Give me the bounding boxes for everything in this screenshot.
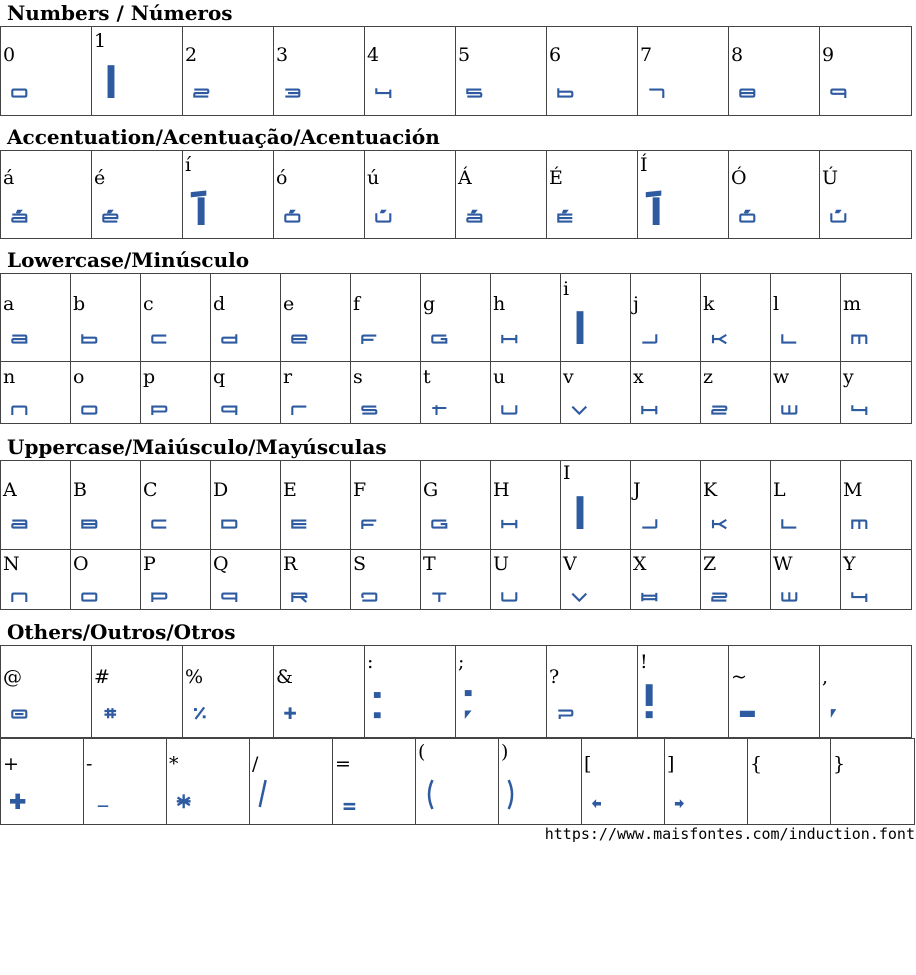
glyph-label: }	[833, 753, 846, 775]
glyph-sample	[339, 799, 365, 810]
glyph-sample	[427, 330, 453, 344]
glyph-label: o	[73, 366, 85, 388]
glyph-sample	[217, 330, 243, 344]
glyph-label: 4	[367, 44, 380, 66]
glyph-label: v	[563, 366, 574, 388]
glyph-cell	[771, 461, 841, 550]
glyph-label: B	[73, 479, 87, 501]
glyph-sample	[280, 209, 306, 223]
glyph-label: e	[283, 293, 295, 315]
glyph-cell	[211, 274, 281, 362]
glyph-sample	[371, 687, 397, 719]
glyph-cell	[456, 27, 547, 116]
glyph-cell	[729, 151, 820, 239]
glyph-label: G	[423, 479, 439, 501]
glyph-sample	[173, 789, 199, 809]
glyph-cell	[561, 550, 631, 610]
glyph-cell	[141, 550, 211, 610]
glyph-sample	[777, 401, 803, 415]
glyph-sample	[77, 588, 103, 602]
glyph-label: j	[633, 293, 639, 315]
lowercase-grid	[0, 273, 912, 424]
glyph-cell	[183, 27, 274, 116]
glyph-label: U	[493, 553, 510, 575]
glyph-sample	[427, 588, 453, 602]
glyph-label: &	[276, 666, 293, 688]
glyph-label: m	[843, 293, 862, 315]
glyph-label: w	[773, 366, 790, 388]
glyph-sample	[462, 209, 488, 223]
glyph-sample	[707, 401, 733, 415]
glyph-cell	[365, 151, 456, 239]
glyph-label: É	[549, 167, 563, 189]
glyph-cell	[281, 274, 351, 362]
glyph-cell	[841, 274, 912, 362]
glyph-cell	[333, 739, 416, 825]
glyph-sample	[777, 330, 803, 344]
glyph-label: 0	[3, 44, 16, 66]
glyph-cell	[92, 27, 183, 116]
glyph-label: a	[3, 293, 15, 315]
glyph-label: í	[185, 154, 192, 176]
glyph-label: C	[143, 479, 158, 501]
glyph-label: D	[213, 479, 229, 501]
glyph-cell	[141, 362, 211, 424]
glyph-label: 6	[549, 44, 562, 66]
glyph-label: Á	[458, 167, 472, 189]
glyph-cell	[351, 274, 421, 362]
glyph-cell	[561, 274, 631, 362]
glyph-cell	[211, 362, 281, 424]
uppercase-grid	[0, 460, 912, 610]
glyph-label: )	[501, 741, 509, 763]
glyph-cell	[729, 27, 820, 116]
glyph-sample	[637, 401, 663, 415]
glyph-sample	[707, 330, 733, 344]
glyph-sample	[735, 209, 761, 223]
glyph-sample	[189, 187, 215, 225]
glyph-label: *	[169, 753, 179, 775]
glyph-row	[1, 27, 912, 116]
glyph-label: T	[423, 553, 436, 575]
glyph-cell	[491, 550, 561, 610]
glyph-label: Ú	[822, 167, 839, 189]
glyph-label: 2	[185, 44, 198, 66]
section-title-uppercase: Uppercase/Maiúsculo/Mayúsculas	[7, 435, 387, 459]
glyph-cell	[701, 550, 771, 610]
glyph-cell	[841, 461, 912, 550]
glyph-cell	[1, 739, 84, 825]
glyph-cell	[665, 739, 748, 825]
glyph-sample	[7, 401, 33, 415]
glyph-cell	[211, 550, 281, 610]
glyph-cell	[71, 550, 141, 610]
glyph-cell	[141, 274, 211, 362]
glyph-label: E	[283, 479, 297, 501]
glyph-label: ~	[731, 666, 747, 688]
glyph-cell	[274, 27, 365, 116]
glyph-cell	[547, 27, 638, 116]
glyph-sample	[357, 588, 383, 602]
glyph-cell	[351, 550, 421, 610]
glyph-cell	[701, 362, 771, 424]
glyph-sample	[847, 515, 873, 529]
numbers-grid	[0, 26, 912, 116]
glyph-label: J	[633, 479, 641, 501]
accents-grid	[0, 150, 912, 239]
glyph-cell	[729, 646, 820, 738]
glyph-label: %	[185, 666, 204, 688]
glyph-cell	[456, 151, 547, 239]
glyph-label: r	[283, 366, 293, 388]
glyph-label: y	[843, 366, 854, 388]
glyph-sample	[637, 515, 663, 529]
glyph-row	[1, 739, 915, 825]
glyph-cell	[701, 461, 771, 550]
glyph-sample	[98, 703, 124, 719]
glyph-label: P	[143, 553, 156, 575]
glyph-sample	[777, 588, 803, 602]
glyph-label: /	[252, 753, 259, 775]
glyph-sample	[671, 795, 697, 809]
glyph-sample	[77, 515, 103, 529]
glyph-label: n	[3, 366, 16, 388]
glyph-label: L	[773, 479, 786, 501]
glyph-sample	[217, 588, 243, 602]
glyph-sample	[287, 330, 313, 344]
glyph-sample	[7, 84, 33, 98]
glyph-cell	[1, 27, 92, 116]
glyph-label: I	[563, 462, 571, 484]
glyph-label: ó	[276, 167, 288, 189]
glyph-label: F	[353, 479, 367, 501]
glyph-cell	[841, 362, 912, 424]
glyph-cell	[841, 550, 912, 610]
glyph-label: @	[3, 666, 22, 688]
glyph-sample	[77, 401, 103, 415]
glyph-sample	[754, 795, 780, 809]
glyph-sample	[497, 515, 523, 529]
glyph-sample	[553, 84, 579, 98]
glyph-label: -	[86, 753, 93, 775]
glyph-row	[1, 461, 912, 550]
glyph-cell	[456, 646, 547, 738]
glyph-sample	[256, 775, 282, 807]
glyph-cell	[84, 739, 167, 825]
glyph-label: N	[3, 553, 20, 575]
glyph-cell	[582, 739, 665, 825]
glyph-sample	[567, 306, 593, 344]
glyph-label: u	[493, 366, 506, 388]
glyph-label: K	[703, 479, 718, 501]
glyph-label: Z	[703, 553, 717, 575]
glyph-cell	[491, 362, 561, 424]
glyph-label: =	[335, 753, 351, 775]
glyph-sample	[735, 707, 761, 717]
glyph-label: g	[423, 293, 436, 315]
glyph-sample	[217, 515, 243, 529]
glyph-cell	[92, 151, 183, 239]
glyph-sample	[422, 775, 448, 809]
glyph-sample	[777, 515, 803, 529]
others-grid-row2	[0, 738, 915, 825]
glyph-label: ú	[367, 167, 380, 189]
glyph-sample	[147, 515, 173, 529]
glyph-sample	[7, 330, 33, 344]
glyph-sample	[357, 401, 383, 415]
section-title-accents: Accentuation/Acentuação/Acentuación	[7, 125, 440, 149]
glyph-cell	[499, 739, 582, 825]
glyph-sample	[7, 789, 33, 809]
glyph-sample	[217, 401, 243, 415]
glyph-sample	[189, 84, 215, 98]
glyph-cell	[365, 646, 456, 738]
glyph-cell	[820, 151, 912, 239]
glyph-label: ?	[549, 666, 560, 688]
glyph-sample	[497, 330, 523, 344]
glyph-sample	[553, 209, 579, 223]
glyph-sample	[98, 60, 124, 98]
glyph-label: 9	[822, 44, 835, 66]
glyph-sample	[90, 803, 116, 807]
glyph-row	[1, 151, 912, 239]
glyph-sample	[497, 401, 523, 415]
glyph-label: W	[773, 553, 793, 575]
glyph-label: 7	[640, 44, 653, 66]
glyph-label: !	[640, 651, 648, 673]
glyph-cell	[281, 362, 351, 424]
glyph-label: f	[353, 293, 361, 315]
glyph-sample	[505, 775, 531, 809]
glyph-sample	[427, 515, 453, 529]
glyph-cell	[701, 274, 771, 362]
glyph-cell	[631, 461, 701, 550]
glyph-sample	[287, 588, 313, 602]
glyph-label: k	[703, 293, 715, 315]
glyph-sample	[7, 705, 33, 719]
glyph-label: t	[423, 366, 431, 388]
glyph-cell	[561, 461, 631, 550]
glyph-sample	[553, 705, 579, 719]
glyph-sample	[644, 187, 670, 225]
glyph-row	[1, 274, 912, 362]
glyph-label: H	[493, 479, 510, 501]
section-title-others: Others/Outros/Otros	[7, 620, 236, 644]
glyph-label: #	[94, 666, 110, 688]
glyph-cell	[638, 646, 729, 738]
glyph-cell	[1, 646, 92, 738]
glyph-cell	[71, 461, 141, 550]
glyph-sample	[826, 705, 852, 718]
glyph-cell	[421, 461, 491, 550]
glyph-label: i	[563, 278, 570, 300]
glyph-sample	[707, 515, 733, 529]
glyph-sample	[287, 401, 313, 415]
glyph-label: 3	[276, 44, 289, 66]
glyph-sample	[847, 401, 873, 415]
glyph-sample	[98, 209, 124, 223]
glyph-sample	[280, 703, 306, 719]
glyph-cell	[638, 27, 729, 116]
glyph-row	[1, 646, 912, 738]
glyph-sample	[189, 703, 215, 719]
glyph-label: q	[213, 366, 226, 388]
glyph-sample	[7, 515, 33, 529]
glyph-label: A	[3, 479, 17, 501]
glyph-sample	[147, 401, 173, 415]
glyph-label: R	[283, 553, 298, 575]
glyph-sample	[567, 401, 593, 415]
glyph-cell	[92, 646, 183, 738]
source-url[interactable]: https://www.maisfontes.com/induction.font	[544, 825, 915, 843]
glyph-label: s	[353, 366, 363, 388]
glyph-cell	[491, 461, 561, 550]
glyph-cell	[638, 151, 729, 239]
glyph-sample	[147, 588, 173, 602]
glyph-cell	[211, 461, 281, 550]
glyph-label: S	[353, 553, 367, 575]
glyph-cell	[831, 739, 915, 825]
glyph-cell	[274, 151, 365, 239]
glyph-label: z	[703, 366, 714, 388]
glyph-cell	[771, 362, 841, 424]
glyph-label: h	[493, 293, 506, 315]
glyph-label: á	[3, 167, 15, 189]
glyph-label: {	[750, 753, 763, 775]
glyph-cell	[491, 274, 561, 362]
others-grid-row1	[0, 645, 912, 738]
glyph-sample	[357, 515, 383, 529]
glyph-sample	[837, 795, 863, 809]
glyph-sample	[147, 330, 173, 344]
glyph-sample	[371, 209, 397, 223]
glyph-sample	[735, 84, 761, 98]
glyph-sample	[847, 330, 873, 344]
glyph-row	[1, 550, 912, 610]
section-title-lowercase: Lowercase/Minúsculo	[7, 248, 250, 272]
glyph-row	[1, 362, 912, 424]
glyph-label: V	[563, 553, 577, 575]
section-title-numbers: Numbers / Números	[7, 1, 233, 25]
glyph-label: é	[94, 167, 106, 189]
glyph-label: Í	[640, 154, 648, 176]
glyph-label: :	[367, 651, 374, 673]
glyph-cell	[365, 27, 456, 116]
glyph-sample	[7, 588, 33, 602]
glyph-label: ,	[822, 666, 829, 688]
glyph-sample	[826, 209, 852, 223]
glyph-cell	[820, 646, 912, 738]
glyph-cell	[631, 550, 701, 610]
glyph-sample	[637, 588, 663, 602]
glyph-sample	[7, 209, 33, 223]
glyph-sample	[497, 588, 523, 602]
glyph-label: Q	[213, 553, 229, 575]
glyph-sample	[287, 515, 313, 529]
glyph-cell	[631, 362, 701, 424]
glyph-cell	[748, 739, 831, 825]
glyph-label: l	[773, 293, 780, 315]
glyph-label: d	[213, 293, 226, 315]
glyph-cell	[274, 646, 365, 738]
glyph-label: 8	[731, 44, 744, 66]
glyph-label: c	[143, 293, 154, 315]
glyph-label: O	[73, 553, 89, 575]
glyph-label: M	[843, 479, 863, 501]
glyph-label: +	[3, 753, 19, 775]
glyph-sample	[371, 84, 397, 98]
glyph-cell	[351, 362, 421, 424]
glyph-cell	[71, 274, 141, 362]
glyph-sample	[637, 330, 663, 344]
glyph-cell	[141, 461, 211, 550]
glyph-label: Y	[843, 553, 856, 575]
glyph-cell	[561, 362, 631, 424]
glyph-sample	[567, 588, 593, 602]
glyph-cell	[167, 739, 250, 825]
glyph-cell	[421, 550, 491, 610]
glyph-cell	[183, 646, 274, 738]
glyph-sample	[847, 588, 873, 602]
glyph-cell	[631, 274, 701, 362]
glyph-label: x	[633, 366, 644, 388]
glyph-label: ;	[458, 651, 465, 673]
glyph-sample	[644, 84, 670, 98]
glyph-cell	[1, 362, 71, 424]
glyph-cell	[547, 151, 638, 239]
glyph-sample	[588, 795, 614, 809]
glyph-cell	[1, 461, 71, 550]
glyph-label: ]	[667, 753, 675, 775]
glyph-sample	[826, 84, 852, 98]
glyph-cell	[183, 151, 274, 239]
glyph-cell	[421, 274, 491, 362]
glyph-cell	[1, 550, 71, 610]
glyph-cell	[771, 550, 841, 610]
glyph-cell	[351, 461, 421, 550]
glyph-sample	[567, 491, 593, 529]
glyph-cell	[1, 151, 92, 239]
glyph-label: Ó	[731, 167, 747, 189]
glyph-sample	[427, 401, 453, 415]
glyph-cell	[416, 739, 499, 825]
glyph-sample	[357, 330, 383, 344]
glyph-label: p	[143, 366, 156, 388]
glyph-label: b	[73, 293, 86, 315]
glyph-cell	[771, 274, 841, 362]
glyph-label: [	[584, 753, 592, 775]
glyph-sample	[462, 84, 488, 98]
glyph-label: (	[418, 741, 426, 763]
glyph-cell	[421, 362, 491, 424]
glyph-sample	[77, 330, 103, 344]
glyph-cell	[547, 646, 638, 738]
glyph-cell	[71, 362, 141, 424]
glyph-label: 1	[94, 30, 107, 52]
glyph-cell	[281, 461, 351, 550]
glyph-sample	[644, 679, 670, 719]
glyph-label: X	[633, 553, 647, 575]
glyph-sample	[280, 84, 306, 98]
glyph-label: 5	[458, 44, 471, 66]
glyph-sample	[462, 685, 488, 719]
glyph-cell	[1, 274, 71, 362]
glyph-cell	[281, 550, 351, 610]
glyph-cell	[820, 27, 912, 116]
glyph-cell	[250, 739, 333, 825]
glyph-sample	[707, 588, 733, 602]
